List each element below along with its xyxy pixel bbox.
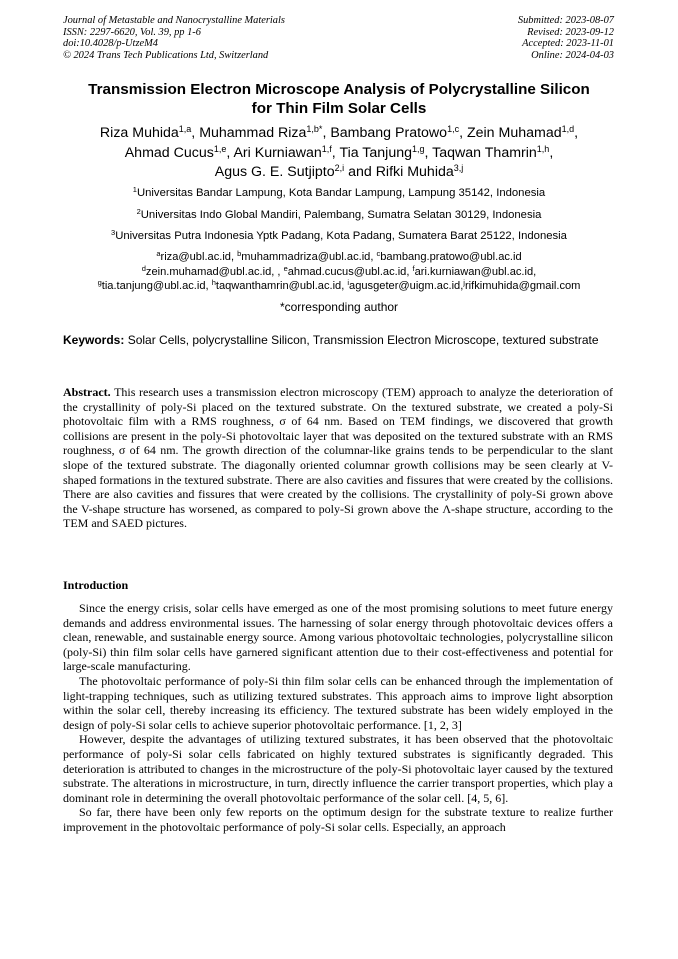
email-address: ari.kurniawan@ubl.ac.id, bbox=[414, 265, 537, 278]
paragraph: The photovoltaic performance of poly-Si thin film solar cells can be enhanced through the implementation of light-trapping techniques, such as utilizing textured substrates. This approach aims to improve light absorption within the solar cell, thereby increasing its efficiency. The textured substrate has been widely employed in the design of poly-Si solar cells to achieve superior photovoltaic performance. [1, 2, 3] bbox=[63, 673, 613, 732]
affiliation-number: 2 bbox=[136, 207, 141, 216]
affiliation bbox=[30, 208, 648, 222]
author-name: Bambang Pratowo bbox=[330, 125, 448, 141]
email-address: muhammadriza@ubl.ac.id, bbox=[241, 251, 377, 263]
author-affiliation-mark: 1,g bbox=[412, 143, 425, 154]
abstract-text: This research uses a transmission electron microscopy (TEM) approach to analyze the deterioration of the crystallinity of poly-Si placed on the textured substrate. On the textured substrate, we created a poly-Si photovoltaic film with a RMS roughness, σ of 64 nm. Based on TEM findings, we discovered that growth collisions are present in the poly-Si photovoltaic layer that was deposited on the textured substrate with an RMS roughness, σ of 64 nm. The growth direction of the columnar-like grains tends to be perpendicular to the slant slope of the textured substrate. The diagonally oriented columnar growth collisions may be seen clearly at V-shaped formations in the textured substrate. There are also cavities and fissures that were created by the collisions. There are also cavities and fissures that were created by the collisions. The crystallinity of poly-Si grown above the V-shape structure has worsened, as compared to poly-Si grown above the Λ-shape structure, according to the TEM and SAED pictures. bbox=[63, 385, 613, 531]
paragraph: So far, there have been only few reports on the optimum design for the substrate texture to realize further improvement in the photovoltaic performance of poly-Si solar cells. Especially, an approach bbox=[63, 805, 613, 834]
author-separator: and bbox=[344, 164, 376, 180]
author-affiliation-mark: 3,j bbox=[453, 163, 464, 173]
revised-date: Revised: 2023-09-12 bbox=[527, 26, 614, 38]
email-key: f bbox=[412, 263, 415, 273]
author-separator: , bbox=[322, 125, 331, 141]
author-name: Zein Muhamad bbox=[466, 125, 562, 141]
author-separator: , bbox=[331, 144, 340, 161]
author-name: Taqwan Thamrin bbox=[432, 144, 537, 161]
email-address: riza@ubl.ac.id, bbox=[160, 251, 238, 263]
email-line bbox=[30, 265, 648, 280]
author-affiliation-mark: 1,h bbox=[536, 143, 550, 154]
email-address: bambang.pratowo@ubl.ac.id bbox=[380, 251, 522, 263]
author-separator: , bbox=[459, 125, 467, 141]
email-list bbox=[30, 250, 648, 294]
author-name: Tia Tanjung bbox=[339, 144, 413, 161]
author-affiliation-mark: 2,i bbox=[334, 163, 345, 173]
email-key: j bbox=[463, 278, 465, 287]
accepted-date: Accepted: 2023-11-01 bbox=[522, 38, 614, 50]
email-address: agusgeter@uigm.ac.id, bbox=[349, 280, 464, 292]
author-affiliation-mark: 1,b* bbox=[306, 124, 323, 134]
email-address: ahmad.cucus@ubl.ac.id, bbox=[287, 265, 413, 278]
section-heading-introduction: Introduction bbox=[63, 578, 129, 592]
introduction-body bbox=[63, 601, 613, 835]
title-line: Transmission Electron Microscope Analysis of Polycrystalline Silicon bbox=[88, 81, 590, 98]
email-key: h bbox=[211, 278, 216, 287]
email-key: a bbox=[156, 249, 161, 258]
email-line bbox=[30, 279, 648, 294]
keywords-text: Solar Cells, polycrystalline Silicon, Transmission Electron Microscope, textured substrate bbox=[124, 333, 599, 347]
author-name: Ari Kurniawan bbox=[233, 144, 322, 161]
journal-doi: doi:10.4028/p-UtzeM4 bbox=[63, 38, 158, 50]
email-key: e bbox=[283, 263, 288, 273]
journal-copyright: © 2024 Trans Tech Publications Ltd, Switzerland bbox=[63, 49, 269, 61]
affiliation-text: Universitas Indo Global Mandiri, Palembang, Sumatra Selatan 30129, Indonesia bbox=[140, 209, 542, 221]
keywords-label: Keywords: bbox=[63, 333, 125, 347]
keywords bbox=[63, 333, 613, 348]
email-address: zein.muhamad@ubl.ac.id, , bbox=[145, 265, 284, 278]
submission-dates bbox=[518, 15, 614, 61]
affiliation-text: Universitas Bandar Lampung, Kota Bandar Lampung, Lampung 35142, Indonesia bbox=[136, 187, 546, 199]
affiliation bbox=[30, 229, 648, 243]
email-address: rifkimuhida@gmail.com bbox=[464, 280, 581, 292]
paper-title bbox=[40, 80, 638, 118]
email-address: tia.tanjung@ubl.ac.id, bbox=[101, 280, 212, 292]
email-address: taqwanthamrin@ubl.ac.id, bbox=[215, 280, 348, 292]
author-name: Agus G. E. Sutjipto bbox=[214, 164, 335, 180]
author-separator: , bbox=[424, 144, 433, 161]
author-separator: , bbox=[549, 144, 554, 161]
email-key: d bbox=[141, 263, 146, 273]
journal-issn: ISSN: 2297-6620, Vol. 39, pp 1-6 bbox=[63, 26, 201, 38]
title-line: for Thin Film Solar Cells bbox=[251, 100, 427, 117]
affiliation-number: 1 bbox=[132, 185, 137, 194]
paragraph: However, despite the advantages of utilizing textured substrates, it has been observed that the photovoltaic performance of poly-Si solar cells fabricated on highly textured substrates is significantly degraded. This deterioration is attributed to changes in the microstructure of the poly-Si photovoltaic layer caused by the textured substrate. The alterations in microstructure, in turn, directly influence the carrier transport properties, which play a dominant role in determining the overall photovoltaic performance of the solar cell. [4, 5, 6]. bbox=[63, 732, 613, 805]
journal-info bbox=[63, 15, 285, 61]
abstract-label: Abstract. bbox=[63, 385, 111, 399]
author-affiliation-mark: 1,c bbox=[447, 124, 460, 134]
email-key: c bbox=[376, 249, 381, 258]
submitted-date: Submitted: 2023-08-07 bbox=[517, 15, 614, 26]
affiliation bbox=[30, 186, 648, 200]
abstract bbox=[63, 385, 613, 531]
author-name: Ahmad Cucus bbox=[124, 144, 214, 161]
email-key: b bbox=[237, 249, 242, 258]
corresponding-author-note: *corresponding author bbox=[279, 300, 399, 314]
affiliation-number: 3 bbox=[111, 228, 116, 237]
journal-name: Journal of Metastable and Nanocrystalline Materials bbox=[63, 15, 285, 26]
author-separator: , bbox=[226, 144, 234, 161]
author-separator: , bbox=[574, 125, 579, 141]
paragraph: Since the energy crisis, solar cells have emerged as one of the most promising solutions to meet future energy demands and address environmental issues. The harnessing of solar energy through photovoltaic devices offers a clean, renewable, and sustainable energy source. Among various photovoltaic technologies, polycrystalline silicon (poly-Si) thin film solar cells have garnered significant attention due to their cost-effectiveness and potential for large-scale manufacturing. bbox=[63, 601, 613, 674]
author-name: Muhammad Riza bbox=[199, 125, 307, 141]
author-affiliation-mark: 1,a bbox=[178, 124, 192, 134]
author-list bbox=[30, 124, 648, 183]
affiliation-text: Universitas Putra Indonesia Yptk Padang, Kota Padang, Sumatera Barat 25122, Indonesia bbox=[115, 230, 567, 242]
email-line bbox=[30, 250, 648, 265]
author-affiliation-mark: 1,f bbox=[321, 143, 332, 154]
email-key: i bbox=[347, 278, 350, 287]
email-key: g bbox=[97, 278, 102, 287]
author-affiliation-mark: 1,d bbox=[561, 124, 575, 134]
author-separator: , bbox=[191, 125, 200, 141]
author-name: Rifki Muhida bbox=[375, 164, 454, 180]
online-date: Online: 2024-04-03 bbox=[531, 49, 614, 61]
author-name: Riza Muhida bbox=[99, 125, 179, 141]
author-affiliation-mark: 1,e bbox=[213, 143, 227, 154]
